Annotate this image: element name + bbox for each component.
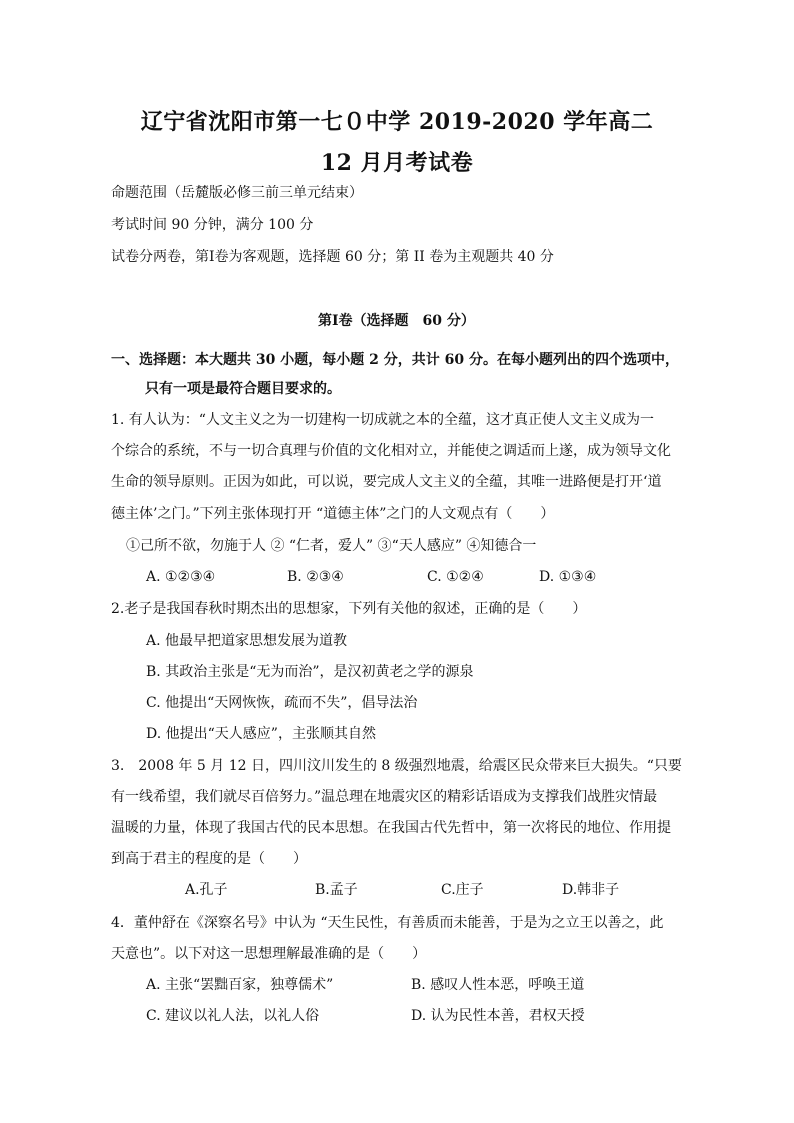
question-4-option-d: D. 认为民性本善，君权天授 [411, 1008, 585, 1024]
question-1-line: 1. 有人认为：“人文主义之为一切建构一切成就之本的全蕴，这才真正使人文主义成为一 [111, 412, 654, 428]
question-3-line: 到高于君主的程度的是（ ） [111, 851, 307, 867]
question-2-line: 2.老子是我国春秋时期杰出的思想家，下列有关他的叙述，正确的是（ ） [111, 601, 587, 617]
question-4-option-b: B. 感叹人性本恶，呼唤王道 [411, 977, 585, 993]
question-3-line: 温暖的力量，体现了我国古代的民本思想。在我国古代先哲中，第一次将民的地位、作用提 [111, 820, 671, 836]
question-1-option-a: A. ①②③④ [146, 569, 216, 585]
question-3-option-b: B.孟子 [315, 882, 358, 898]
question-1-option-d: D. ①③④ [539, 569, 597, 585]
question-4-line: 4．董仲舒在《深察名号》中认为 “天生民性，有善质而未能善，于是为之立王以善之，此 [111, 915, 664, 931]
question-4-option-c: C. 建议以礼人法，以礼人俗 [146, 1008, 320, 1024]
question-1-option-b: B. ②③④ [287, 569, 344, 585]
exam-structure: 试卷分两卷，第Ⅰ卷为客观题，选择题 60 分；第 II 卷为主观题共 40 分 [111, 249, 554, 265]
section-title: 第Ⅰ卷（选择题 60 分） [318, 313, 475, 329]
question-1-option-c: C. ①②④ [427, 569, 484, 585]
question-4-option-a: A. 主张“罢黜百家，独尊儒术” [146, 977, 334, 993]
question-4-line: 天意也”。以下对这一思想理解最准确的是（ ） [111, 946, 427, 962]
question-1-line: 生命的领导原则。正因为如此，可以说，要完成人文主义的全蕴，其唯一进路便是打开‘道 [111, 474, 662, 490]
question-2-option-c: C. 他提出“天网恢恢，疏而不失”，倡导法治 [146, 695, 418, 711]
question-1-statements: ①己所不欲，勿施于人 ② “仁者，爱人” ③“天人感应” ④知德合一 [126, 538, 537, 554]
exam-title-line2: 12 月月考试卷 [320, 150, 474, 176]
question-2-option-b: B. 其政治主张是“无为而治”，是汉初黄老之学的源泉 [146, 664, 474, 680]
question-1-line: 德主体’之门。”下列主张体现打开 “道德主体”之门的人文观点有（ ） [111, 506, 555, 522]
question-2-option-d: D. 他提出“天人感应”，主张顺其自然 [146, 726, 376, 742]
question-3-line: 3. 2008 年 5 月 12 日，四川汶川发生的 8 级强烈地震，给震区民众带来巨大损失。“只要 [111, 758, 682, 774]
question-3-line: 有一线希望，我们就尽百倍努力。”温总理在地震灾区的精彩话语成为支撑我们战胜灾情最 [111, 789, 658, 805]
question-3-option-c: C.庄子 [441, 882, 484, 898]
section-instruction-line1: 一、选择题：本大题共 30 小题，每小题 2 分，共计 60 分。在每小题列出的四个选项中， [111, 352, 679, 368]
question-1-line: 个综合的系统，不与一切合真理与价值的文化相对立，并能使之调适而上遂，成为领导文化 [111, 443, 671, 459]
question-3-option-a: A.孔子 [185, 882, 228, 898]
section-instruction-line2: 只有一项是最符合题目要求的。 [145, 381, 341, 397]
exam-time: 考试时间 90 分钟，满分 100 分 [111, 217, 314, 233]
question-3-option-d: D.韩非子 [562, 882, 620, 898]
exam-scope: 命题范围（岳麓版必修三前三单元结束） [111, 185, 363, 201]
exam-title-line1: 辽宁省沈阳市第一七０中学 2019-2020 学年高二 [140, 109, 654, 135]
question-2-option-a: A. 他最早把道家思想发展为道教 [146, 633, 348, 649]
